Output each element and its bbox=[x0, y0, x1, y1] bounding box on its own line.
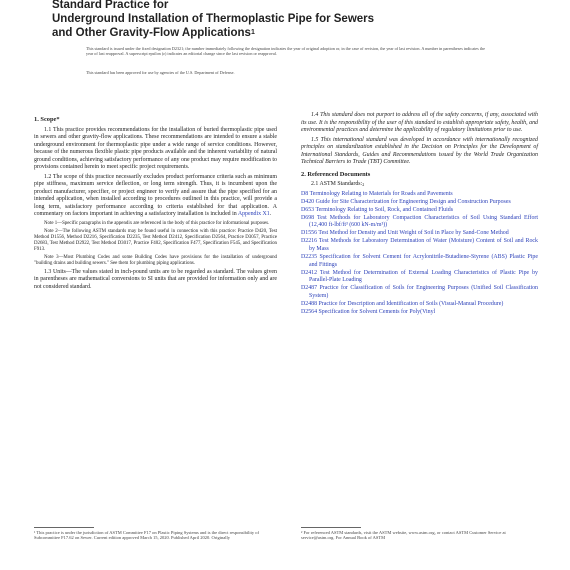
reference-code: D2487 bbox=[301, 285, 318, 292]
paragraph-2-1 bbox=[301, 181, 538, 189]
dod-notice: This standard has been approved for use by agencies of the U.S. Department of Defense. bbox=[86, 70, 235, 75]
right-column bbox=[301, 112, 538, 317]
paragraph-1-2-end: . bbox=[269, 211, 272, 217]
reference-item[interactable] bbox=[301, 238, 538, 253]
paragraph-1-1: 1.1 This practice provides recommendations for the installation of buried thermoplastic pipe used in sewers and other gravity-flow applications. These recommendations are intended to ensure a stable underground environment for thermoplastic pipe under a wide range of service conditions. However, because of the numerous flexible plastic pipe products available and the inherent variability of natural ground conditions, achieving satisfactory performance of any one product may require modification to provisions contained herein to meet specific project requirements. bbox=[34, 126, 277, 170]
paragraph-1-3: 1.3 Units—The values stated in inch-pound units are to be regarded as standard. The values given in parentheses are mathematical conversions to SI units that are provided for information only and are not considered standard. bbox=[34, 268, 277, 290]
paragraph-2-1-text: 2.1 ASTM Standards: bbox=[311, 181, 363, 187]
reference-title: Specification for Solvent Cements for Poly(Vinyl bbox=[318, 308, 436, 315]
paragraph-1-5: 1.5 This international standard was developed in accordance with internationally recognized principles on standardization established in the Decision on Principles for the Development of International Standards, Guides and Recommendations issued by the World Trade Organization Technical Barriers to Trade (TBT) Committee. bbox=[301, 136, 538, 165]
reference-list bbox=[301, 191, 538, 317]
reference-item[interactable] bbox=[301, 230, 538, 238]
reference-item[interactable] bbox=[301, 254, 538, 269]
reference-code: D2564 bbox=[301, 308, 318, 315]
reference-code: D653 bbox=[301, 206, 315, 213]
reference-title: Test Methods for Laboratory Determination of Water (Moisture) Content of Soil and Rock by Mass bbox=[309, 238, 538, 252]
footnote-right bbox=[301, 527, 538, 541]
reference-code: D698 bbox=[301, 214, 315, 221]
reference-code: D8 bbox=[301, 190, 309, 197]
note-1: Note 1—Specific paragraphs in the appendix are referenced in the body of this practice for informational purposes. bbox=[44, 220, 270, 226]
reference-title: Practice for Description and Identification of Soils (Visual-Manual Procedure) bbox=[318, 300, 504, 307]
astm-footnote-mark: 2 bbox=[362, 182, 365, 187]
reference-code: D1556 bbox=[301, 230, 318, 237]
reference-item[interactable] bbox=[301, 270, 538, 285]
reference-code: D2412 bbox=[301, 269, 318, 276]
footnote-rule bbox=[34, 527, 94, 528]
footnote-2: ² For referenced ASTM standards, visit the ASTM website, www.astm.org, or contact ASTM Customer Service at service@astm.org. For Annual Book of ASTM bbox=[301, 530, 506, 541]
footnote-left bbox=[34, 527, 277, 541]
paragraph-1-2-text: 1.2 The scope of this practice necessarily excludes product performance criteria such as minimum pipe stiffness, maximum service deflection, or long term strength. Thus, it is incumbent upon the product manufacturer, specifier, or project engineer to verify and assure that the pipe specified for an intended application, when installed according to procedures outlined in this practice, will provide a long term, satisfactory performance according to criteria established for that application. A commentary on factors important in achieving a satisfactory installation is included in bbox=[34, 173, 277, 217]
reference-item[interactable] bbox=[301, 191, 538, 199]
reference-title: Terminology Relating to Soil, Rock, and Contained Fluids bbox=[315, 206, 453, 213]
footnote-1: ¹ This practice is under the jurisdiction of ASTM Committee F17 on Plastic Piping Systems and is the direct responsibility of Subcommittee F17.62 on Sewer. Current edition approved March 15, 2020. Published April 2020. Originally bbox=[34, 530, 259, 541]
left-column bbox=[34, 112, 277, 293]
reference-title: Guide for Site Characterization for Engineering Design and Construction Purposes bbox=[315, 198, 511, 205]
reference-code: D2216 bbox=[301, 238, 318, 245]
paragraph-1-2 bbox=[34, 174, 277, 219]
footnote-rule-right bbox=[301, 527, 361, 528]
reference-title: Terminology Relating to Materials for Roads and Pavements bbox=[309, 190, 453, 197]
reference-code: D2235 bbox=[301, 254, 318, 261]
reference-item[interactable] bbox=[301, 285, 538, 300]
reference-item[interactable] bbox=[301, 207, 538, 215]
title-line-3 bbox=[52, 26, 522, 40]
paragraph-1-4: 1.4 This standard does not purport to address all of the safety concerns, if any, associated with its use. It is the responsibility of the user of this standard to establish appropriate safety, health, and environmental practices and determine the applicability of regulatory limitations prior to use. bbox=[301, 112, 538, 133]
reference-item[interactable] bbox=[301, 215, 538, 230]
reference-code: D2488 bbox=[301, 300, 318, 307]
reference-title: Practice for Classification of Soils for Engineering Purposes (Unified Soil Classification System) bbox=[309, 285, 538, 299]
note-2: Note 2—The following ASTM standards may be found useful in connection with this practice: Practice D420, Test Method D1556, Method D2216, Specification D2235, Test Method D2412, Specification D2564, Practice D3057, Practice D2683, Test Method D2922, Test Method D3017, Practice F402, Specification F477, Specification F545, and Specification F913. bbox=[34, 228, 277, 252]
title-line-1: Standard Practice for bbox=[52, 0, 169, 11]
reference-item[interactable] bbox=[301, 309, 538, 317]
referenced-documents-heading: 2. Referenced Documents bbox=[301, 170, 371, 178]
reference-code: D420 bbox=[301, 198, 315, 205]
title-line-2: Underground Installation of Thermoplastic Pipe for Sewers bbox=[52, 13, 375, 25]
title-footnote-mark: 1 bbox=[250, 29, 255, 36]
title-line-3-text: and Other Gravity-Flow Applications bbox=[52, 27, 251, 39]
reference-item[interactable] bbox=[301, 301, 538, 309]
note-3: Note 3—Most Plumbing Codes and some Building Codes have provisions for the installation of underground "building drains and building sewers." See them for plumbing piping applications. bbox=[34, 254, 277, 266]
reference-title: Test Method for Density and Unit Weight of Soil in Place by Sand-Cone Method bbox=[318, 230, 509, 237]
reference-title: Test Methods for Laboratory Compaction Characteristics of Soil Using Standard Effort (12,400 ft-lbf/ft³ (600 kN-m/m³)) bbox=[309, 214, 538, 229]
scope-heading: 1. Scope* bbox=[34, 116, 60, 123]
appendix-link[interactable]: Appendix X1 bbox=[237, 211, 270, 217]
document-header bbox=[52, 0, 522, 40]
reference-title: Specification for Solvent Cement for Acrylonitrile-Butadiene-Styrene (ABS) Plastic Pipe and Fittings bbox=[309, 254, 538, 268]
reference-title: Test Method for Determination of External Loading Characteristics of Plastic Pipe by Parallel-Plate Loading bbox=[309, 269, 538, 284]
reference-item[interactable] bbox=[301, 199, 538, 207]
designation-notice: This standard is issued under the fixed designation D2321; the number immediately following the designation indicates the year of original adoption or, in the case of revision, the year of last revision. A number in parentheses indicates the year of last reapproval. A superscript epsilon (ε) indicates an editorial change since the last revision or reapproval. bbox=[86, 46, 485, 57]
